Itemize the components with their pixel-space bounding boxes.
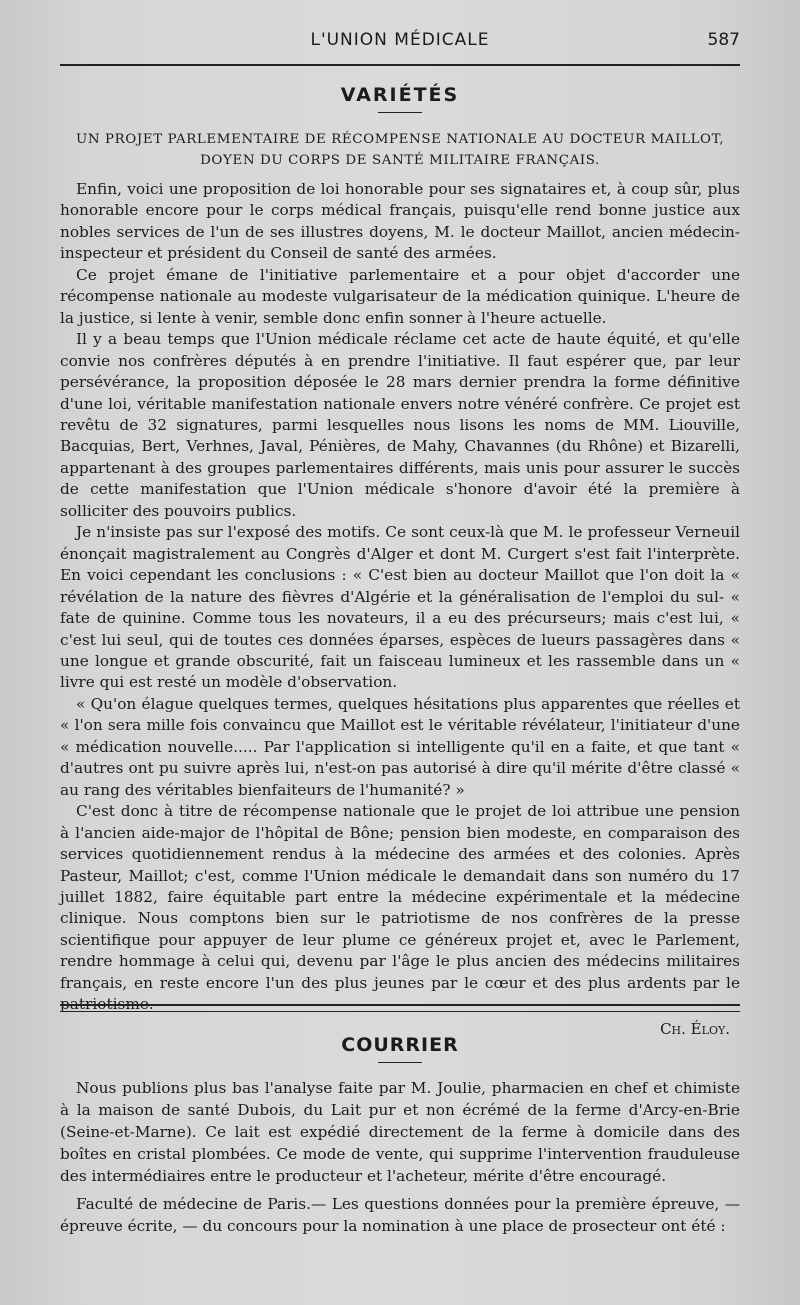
subtitle-line-2: DOYEN DU CORPS DE SANTÉ MILITAIRE FRANÇAIS. — [200, 153, 600, 168]
courrier-paragraph-2: Faculté de médecine de Paris.— Les questions données pour la première épreuve, — épreuve écrite, — du concours pour la nomination à une place de prosecteur ont été : — [60, 1195, 740, 1235]
paragraph-final: C'est donc à titre de récompense nationale que le projet de loi attribue une pension à l'ancien aide-major de l'hôpital de Bône; pension bien modeste, en comparaison des services quotidiennement rendus à la médecine des armées et des colonies. Après Pasteur, Maillot; c'est, comme l'Union médicale le demandait dans son numéro du 17 juillet 1882, faire équitable part entre la médecine expérimentale et la médecine clinique. Nous comptons bien sur le patriotisme de nos confrères de la presse scientifique pour appuyer de leur plume ce généreux projet et, avec le Parlement, rendre hommage à celui qui, devenu par l'âge le plus ancien des médecins militaires français, en reste encore l'un des plus jeunes par le cœur et des plus ardents par le patriotisme. — [60, 802, 740, 1014]
page-header — [60, 30, 740, 60]
article-subtitle — [60, 129, 740, 171]
running-title: L'UNION MÉDICALE — [310, 30, 490, 50]
header-rule — [60, 64, 740, 66]
subtitle-line-1: UN PROJET PARLEMENTAIRE DE RÉCOMPENSE NATIONALE AU DOCTEUR MAILLOT, — [75, 132, 725, 147]
quote-paragraph: « Qu'on élague quelques termes, quelques hésitations plus apparentes que réelles et « l'on sera mille fois convaincu que Maillot est le véritable révélateur, l'initiateur d'une « médication nouvelle..... Par l'application si intelligente qu'il en a faite, et que tant « d'autres ont pu suivre après lui, n'est-on pas autorisé à dire qu'il mérite d'être classé « au rang des véritables bienfaiteurs de l'humanité? » — [60, 694, 740, 799]
paragraph-1: Enfin, voici une proposition de loi honorable pour ses signataires et, à coup sûr, plus honorable encore pour le corps médical français, puisqu'elle rend bonne justice aux nobles services de l'un de ses illustres doyens, M. le docteur Maillot, ancien médecin-inspecteur et président du Conseil de santé des armées. — [60, 180, 740, 263]
paragraph-2: Ce projet émane de l'initiative parlementaire et a pour objet d'accorder une récompense nationale au modeste vulgarisateur de la médication quinique. L'heure de la justice, si lente à venir, semble donc enfin sonner à l'heure actuelle. — [60, 265, 740, 327]
paragraph-4: Je n'insiste pas sur l'exposé des motifs. Ce sont ceux-là que M. le professeur Verneuil énonçait magistralement au Congrès d'Alger et dont M. Curgert s'est fait l'interprète. En voici cependant les conclusions : « C'est bien au docteur Maillot que l'on doit la « révélation de la nature des fièvres d'Algérie et la généralisation de l'emploi du sul- « fate de quinine. Comme tous les novateurs, il a eu des précurseurs; mais c'est lui, « c'est lui seul, qui de toutes ces données éparses, espèces de lueurs passagères dans « une longue et grande obscurité, fait un faisceau lumineux et les rassemble dans un « livre qui est resté un modèle d'observation. — [60, 523, 740, 692]
courrier-section — [60, 1034, 740, 1237]
varietes-title: VARIÉTÉS — [340, 84, 460, 106]
varietes-section — [60, 84, 740, 1040]
section-divider — [60, 1004, 740, 1012]
author-signature: Ch. Éloy. — [660, 1019, 730, 1038]
page-number: 587 — [707, 30, 740, 50]
courrier-title: COURRIER — [341, 1034, 459, 1056]
paragraph-3: Il y a beau temps que l'Union médicale réclame cet acte de haute équité, et qu'elle convie nos confrères députés à en prendre l'initiative. Il faut espérer que, par leur persévérance, la proposition déposée le 28 mars dernier prendra la forme définitive d'une loi, véritable manifestation nationale envers notre vénéré confrère. Ce projet est revêtu de 32 signatures, parmi lesquelles nous lisons les noms de MM. Liouville, Bacquias, Bert, Verhnes, Javal, Pénières, de Mahy, Chavannes (du Rhône) et Bizarelli, appartenant à des groupes parlementaires différents, mais unis pour assurer le succès de cette manifestation que l'Union médicale s'honore d'avoir été la première à solliciter des pouvoirs publics. — [60, 330, 740, 520]
title-rule — [378, 112, 422, 113]
courrier-paragraph-1: Nous publions plus bas l'analyse faite par M. Joulie, pharmacien en chef et chimiste à la maison de santé Dubois, du Lait pur et non écrémé de la ferme d'Arcy-en-Brie (Seine-et-Marne). Ce lait est expédié directement de la ferme à domicile dans des boîtes en cristal plombées. Ce mode de vente, qui supprime l'intervention frauduleuse des intermédiaires entre le producteur et l'acheteur, mérite d'être encouragé. — [60, 1079, 740, 1185]
